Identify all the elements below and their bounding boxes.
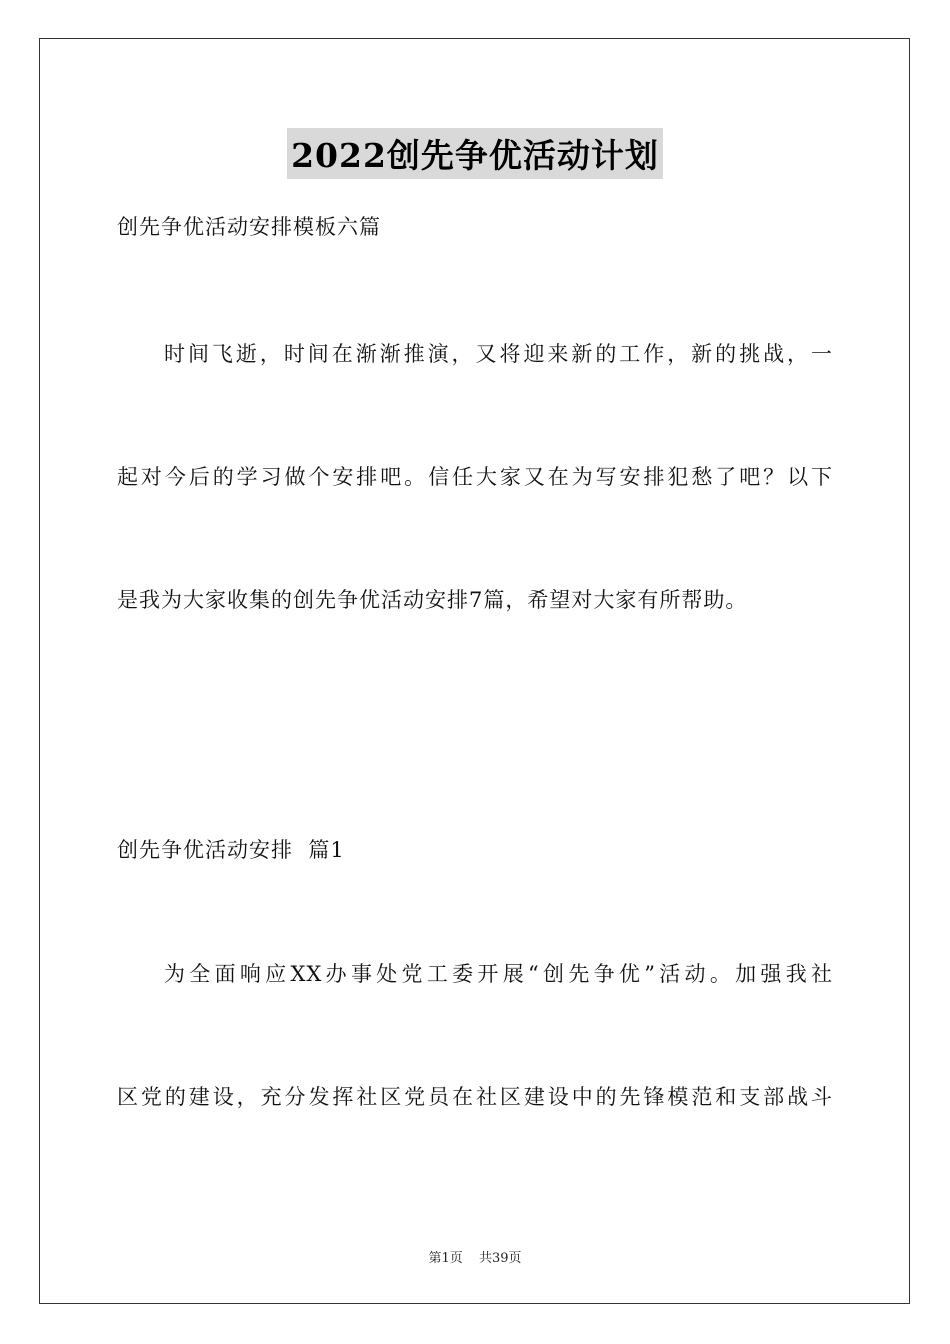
document-subtitle: 创先争优活动安排模板六篇 (117, 215, 381, 239)
intro-line-3: 是我为大家收集的创先争优活动安排7篇，希望对大家有所帮助。 (117, 588, 748, 612)
section-heading: 创先争优活动安排 篇1 (117, 838, 345, 862)
document-title: 2022创先争优活动计划 (287, 128, 663, 179)
page-footer (0, 1247, 950, 1266)
intro-line-1: 时间飞逝，时间在渐渐推演，又将迎来新的工作，新的挑战，一 (164, 342, 833, 366)
page-total: 共39页 (478, 1251, 522, 1266)
section-line-1: 为全面响应XX办事处党工委开展“创先争优”活动。加强我社 (164, 962, 833, 986)
intro-line-2: 起对今后的学习做个安排吧。信任大家又在为写安排犯愁了吧？以下 (117, 465, 833, 489)
document-title-wrap (0, 128, 950, 179)
section-line-2: 区党的建设，充分发挥社区党员在社区建设中的先锋模范和支部战斗 (117, 1085, 833, 1109)
page-number: 第1页 (428, 1251, 463, 1266)
